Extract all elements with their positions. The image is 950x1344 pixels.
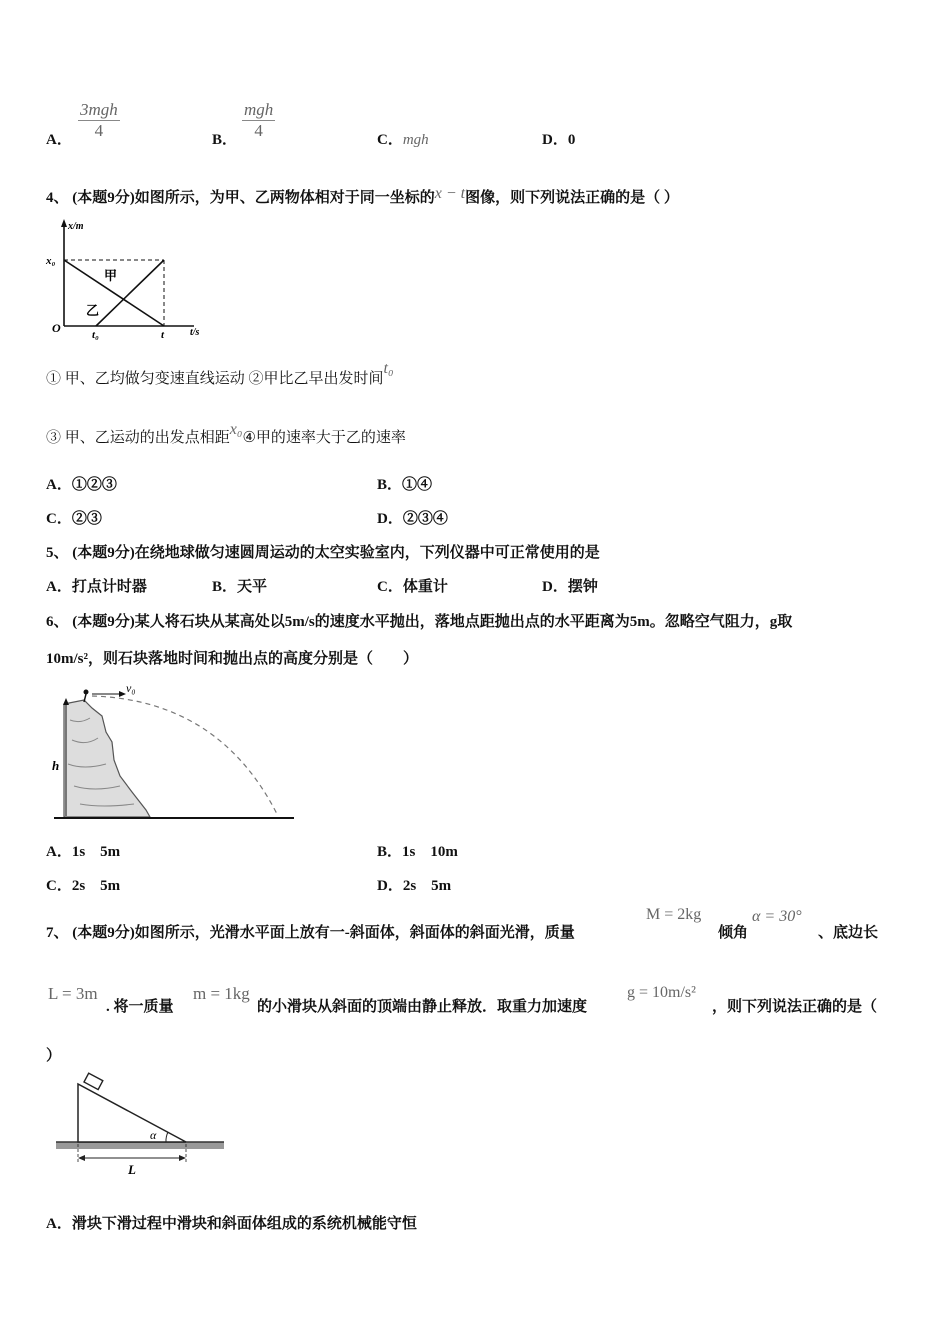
statement-2-text: ③ 甲、乙运动的出发点相距 <box>46 430 230 446</box>
q4-option-a[interactable]: A．①②③ <box>46 477 117 493</box>
t-label: t <box>161 329 165 341</box>
q5-option-b[interactable]: B．天平 <box>212 579 268 595</box>
q6-stem-line-2: 10m/s²，则石块落地时间和抛出点的高度分别是（ ） <box>46 651 418 667</box>
q4-option-d[interactable]: D．②③④ <box>377 511 448 527</box>
q5-option-c[interactable]: C．体重计 <box>377 579 448 595</box>
option-d-label: D． <box>542 132 568 148</box>
q4-statement-2 <box>46 421 406 447</box>
q7-angle-value: α = 30° <box>752 908 802 925</box>
height-label: h <box>52 758 60 773</box>
person-head <box>84 690 89 695</box>
y-axis-label: x/m <box>68 221 84 232</box>
q3-option-a[interactable] <box>46 128 72 149</box>
q4-stem <box>46 186 679 207</box>
fraction-numerator: 3mgh <box>80 100 118 119</box>
q5-option-d[interactable]: D．摆钟 <box>542 579 598 595</box>
q7-stem-line-3: ） <box>46 1048 62 1064</box>
fraction-denominator: 4 <box>94 121 104 140</box>
q7-option-a[interactable]: A．滑块下滑过程中滑块和斜面体组成的系统机械能守恒 <box>46 1216 417 1232</box>
q3-option-b-fraction <box>242 100 275 141</box>
dim-right-arrow-icon <box>179 1155 186 1161</box>
origin-label: O <box>52 321 61 335</box>
fraction-denominator: 4 <box>254 121 263 140</box>
q3-option-b[interactable] <box>212 128 237 149</box>
x0-label: x₀ <box>46 255 56 267</box>
mass-big-value: M = 2kg <box>646 906 702 923</box>
q6-option-c[interactable]: C．2s 5m <box>46 878 121 894</box>
statement-2-text-end: ④甲的速率大于乙的速率 <box>242 430 406 446</box>
statement-1-math: t₀ <box>383 360 394 377</box>
q6-stem-line-1: 6、 (本题9分)某人将石块从某高处以5m/s的速度水平抛出，落地点距抛出点的水平距离为5m。忽略空气阻力，g取 <box>46 614 793 630</box>
q7-stem-line-2c: ，则下列说法正确的是（ <box>712 999 878 1015</box>
q3-option-a-fraction <box>78 100 120 141</box>
q6-option-b[interactable]: B．1s 10m <box>377 844 458 860</box>
yi-label: 乙 <box>86 303 100 318</box>
x-axis-label: t/s <box>190 327 200 338</box>
q4-xt-graph <box>44 216 214 342</box>
v0-label: v₀ <box>126 681 136 695</box>
height-arrow-icon <box>63 698 69 705</box>
block-rect <box>84 1073 103 1089</box>
q7-length-value: L = 3m <box>48 984 98 1003</box>
q6-option-a[interactable]: A．1s 5m <box>46 844 121 860</box>
statement-1-text: ① 甲、乙均做匀变速直线运动 ②甲比乙早出发时间 <box>46 371 384 387</box>
jia-label: 甲 <box>104 268 118 283</box>
q7-gravity-value: g = 10m/s² <box>627 984 696 1001</box>
dim-left-arrow-icon <box>78 1155 85 1161</box>
q5-option-a[interactable]: A．打点计时器 <box>46 579 147 595</box>
option-d-value: 0 <box>567 132 576 148</box>
option-c-label: C． <box>377 132 403 148</box>
q6-projectile-figure <box>50 680 300 825</box>
q7-mass-big <box>646 906 701 924</box>
incline-body <box>78 1084 186 1142</box>
q7-stem-line-1: 7、 (本题9分)如图所示，光滑水平面上放有一-斜面体，斜面体的斜面光滑，质量 <box>46 925 575 941</box>
q4-stem-math: x − t <box>434 185 466 202</box>
q4-stem-text-end: 图像，则下列说法正确的是（ ） <box>465 190 679 206</box>
statement-2-math: x₀ <box>229 421 243 438</box>
person-body <box>84 694 86 702</box>
option-c-math: mgh <box>402 132 429 148</box>
q4-option-b[interactable]: B．①④ <box>377 477 433 493</box>
q6-option-d[interactable]: D．2s 5m <box>377 878 452 894</box>
q7-stem-line-2b: 的小滑块从斜面的顶端由静止释放．取重力加速度 <box>257 999 588 1015</box>
option-a-label: A． <box>46 132 72 148</box>
q7-incline-figure <box>48 1070 233 1182</box>
slider-block <box>84 1073 103 1089</box>
q7-base-label: 、底边长 <box>818 925 879 941</box>
ground-surface <box>56 1142 224 1149</box>
L-label: L <box>128 1162 136 1177</box>
q4-option-c[interactable]: C．②③ <box>46 511 102 527</box>
q4-statement-1 <box>46 360 394 388</box>
option-b-label: B． <box>212 132 238 148</box>
fraction-numerator: mgh <box>244 100 274 119</box>
t0-label: t₀ <box>92 329 99 341</box>
q3-option-d[interactable] <box>542 128 575 149</box>
y-axis-arrow-icon <box>61 219 67 227</box>
alpha-label: α <box>150 1128 157 1142</box>
q4-stem-text: 4、 (本题9分)如图所示，为甲、乙两物体相对于同一坐标的 <box>46 190 435 206</box>
q7-angle-label: 倾角 <box>718 925 749 941</box>
q7-mass-small-value: m = 1kg <box>193 984 250 1003</box>
velocity-arrow-icon <box>119 691 126 697</box>
q3-option-c[interactable] <box>377 128 429 149</box>
q7-stem-line-2a: . 将一质量 <box>106 999 174 1015</box>
cliff <box>64 700 150 817</box>
q5-stem: 5、 (本题9分)在绕地球做匀速圆周运动的太空实验室内，下列仪器中可正常使用的是 <box>46 545 600 561</box>
